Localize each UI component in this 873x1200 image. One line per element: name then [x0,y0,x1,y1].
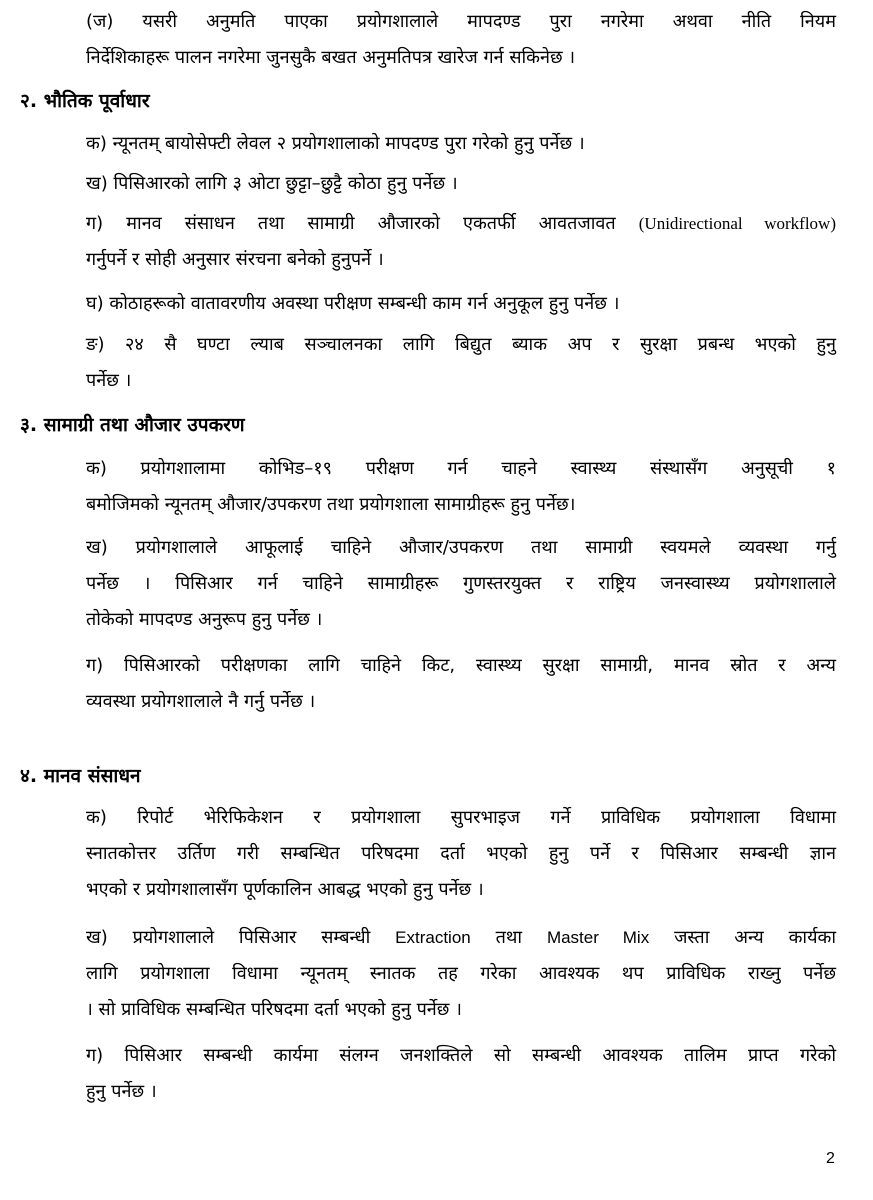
paragraph-line: क) प्रयोगशालामा कोभिड–१९ परीक्षण गर्न चाहने स्वास्थ्य संस्थासँग अनुसूची १ [86,458,836,479]
paragraph-line: क) न्यूनतम् बायोसेफ्टी लेवल २ प्रयोगशालाको मापदण्ड पुरा गरेको हुनु पर्नेछ । [86,133,585,154]
paragraph-line [86,206,836,242]
section-heading-4: ४. मानव संसाधन [20,765,141,787]
paragraph-line: निर्देशिकाहरू पालन नगरेमा जुनसुकै बखत अनुमतिपत्र खारेज गर्न सकिनेछ । [86,47,576,68]
paragraph-line: पर्नेछ । पिसिआर गर्न चाहिने सामाग्रीहरू गुणस्तरयुक्त र राष्ट्रिय जनस्वास्थ्य प्रयोगशालाले [86,573,836,594]
paragraph-line: घ) कोठाहरूको वातावरणीय अवस्था परीक्षण सम्बन्धी काम गर्न अनुकूल हुनु पर्नेछ । [86,293,620,314]
paragraph-line: क) रिपोर्ट भेरिफिकेशन र प्रयोगशाला सुपरभाइज गर्ने प्राविधिक प्रयोगशाला विधामा [86,807,836,828]
paragraph-line: (ज) यसरी अनुमति पाएका प्रयोगशालाले मापदण्ड पुरा नगरेमा अथवा नीति नियम [86,11,836,32]
paragraph-line: ख) पिसिआरको लागि ३ ओटा छुट्टा–छुट्टै कोठा हुनु पर्नेछ । [86,173,458,194]
item-4-ga [86,1038,836,1110]
text-run: ख) प्रयोगशालाले पिसिआर सम्बन्धी [86,927,371,948]
paragraph-line: ङ) २४ सै घण्टा ल्याब सञ्चालनका लागि बिद्युत ब्याक अप र सुरक्षा प्रबन्ध भएको हुनु [86,334,836,355]
paragraph-ja [86,4,836,76]
paragraph-line [86,920,836,956]
paragraph-line: ग) पिसिआरको परीक्षणका लागि चाहिने किट, स्वास्थ्य सुरक्षा सामाग्री, मानव स्रोत र अन्य [86,655,836,676]
item-4-kha [86,920,836,1028]
item-2-ga [86,206,836,278]
page-number: 2 [826,1150,835,1167]
text-run-latin: (Unidirectional workflow) [638,214,836,233]
paragraph-line: व्यवस्था प्रयोगशालाले नै गर्नु पर्नेछ । [86,691,316,712]
text-run: तथा [495,927,523,948]
paragraph-line: बमोजिमको न्यूनतम् औजार/उपकरण तथा प्रयोगशाला सामाग्रीहरू हुनु पर्नेछ। [86,494,576,515]
paragraph-line: हुनु पर्नेछ । [86,1081,157,1102]
text-run: ग) मानव संसाधन तथा सामाग्री औजारको एकतर्फी आवतजावत [86,213,616,234]
paragraph-line: ख) प्रयोगशालाले आफूलाई चाहिने औजार/उपकरण तथा सामाग्री स्वयमले व्यवस्था गर्नु [86,537,836,558]
section-heading-3: ३. सामाग्री तथा औजार उपकरण [20,414,245,436]
text-run-latin: Master Mix [546,928,650,947]
item-2-gha [86,286,836,322]
item-2-ka [86,126,836,162]
section-heading-2: २. भौतिक पूर्वाधार [20,90,150,112]
paragraph-line: तोकेको मापदण्ड अनुरूप हुनु पर्नेछ । [86,609,323,630]
item-3-kha [86,530,836,638]
paragraph-line: पर्नेछ । [86,370,132,391]
item-3-ga [86,648,836,720]
item-2-nga [86,327,836,399]
paragraph-line: । सो प्राविधिक सम्बन्धित परिषदमा दर्ता भएको हुनु पर्नेछ । [86,999,462,1020]
text-run-latin: Extraction [395,928,471,947]
item-2-kha [86,166,836,202]
paragraph-line: भएको र प्रयोगशालासँग पूर्णकालिन आबद्ध भएको हुनु पर्नेछ । [86,879,484,900]
paragraph-line: स्नातकोत्तर उर्तिण गरी सम्बन्धित परिषदमा दर्ता भएको हुनु पर्ने र पिसिआर सम्बन्धी ज्ञान [86,843,836,864]
paragraph-line: लागि प्रयोगशाला विधामा न्यूनतम् स्नातक तह गरेका आवश्यक थप प्राविधिक राख्नु पर्नेछ [86,963,836,984]
item-3-ka [86,451,836,523]
paragraph-line: ग) पिसिआर सम्बन्धी कार्यमा संलग्न जनशक्तिले सो सम्बन्धी आवश्यक तालिम प्राप्त गरेको [86,1045,836,1066]
item-4-ka [86,800,836,908]
text-run: जस्ता अन्य कार्यका [674,927,836,948]
paragraph-line: गर्नुपर्ने र सोही अनुसार संरचना बनेको हुनुपर्ने । [86,249,384,270]
